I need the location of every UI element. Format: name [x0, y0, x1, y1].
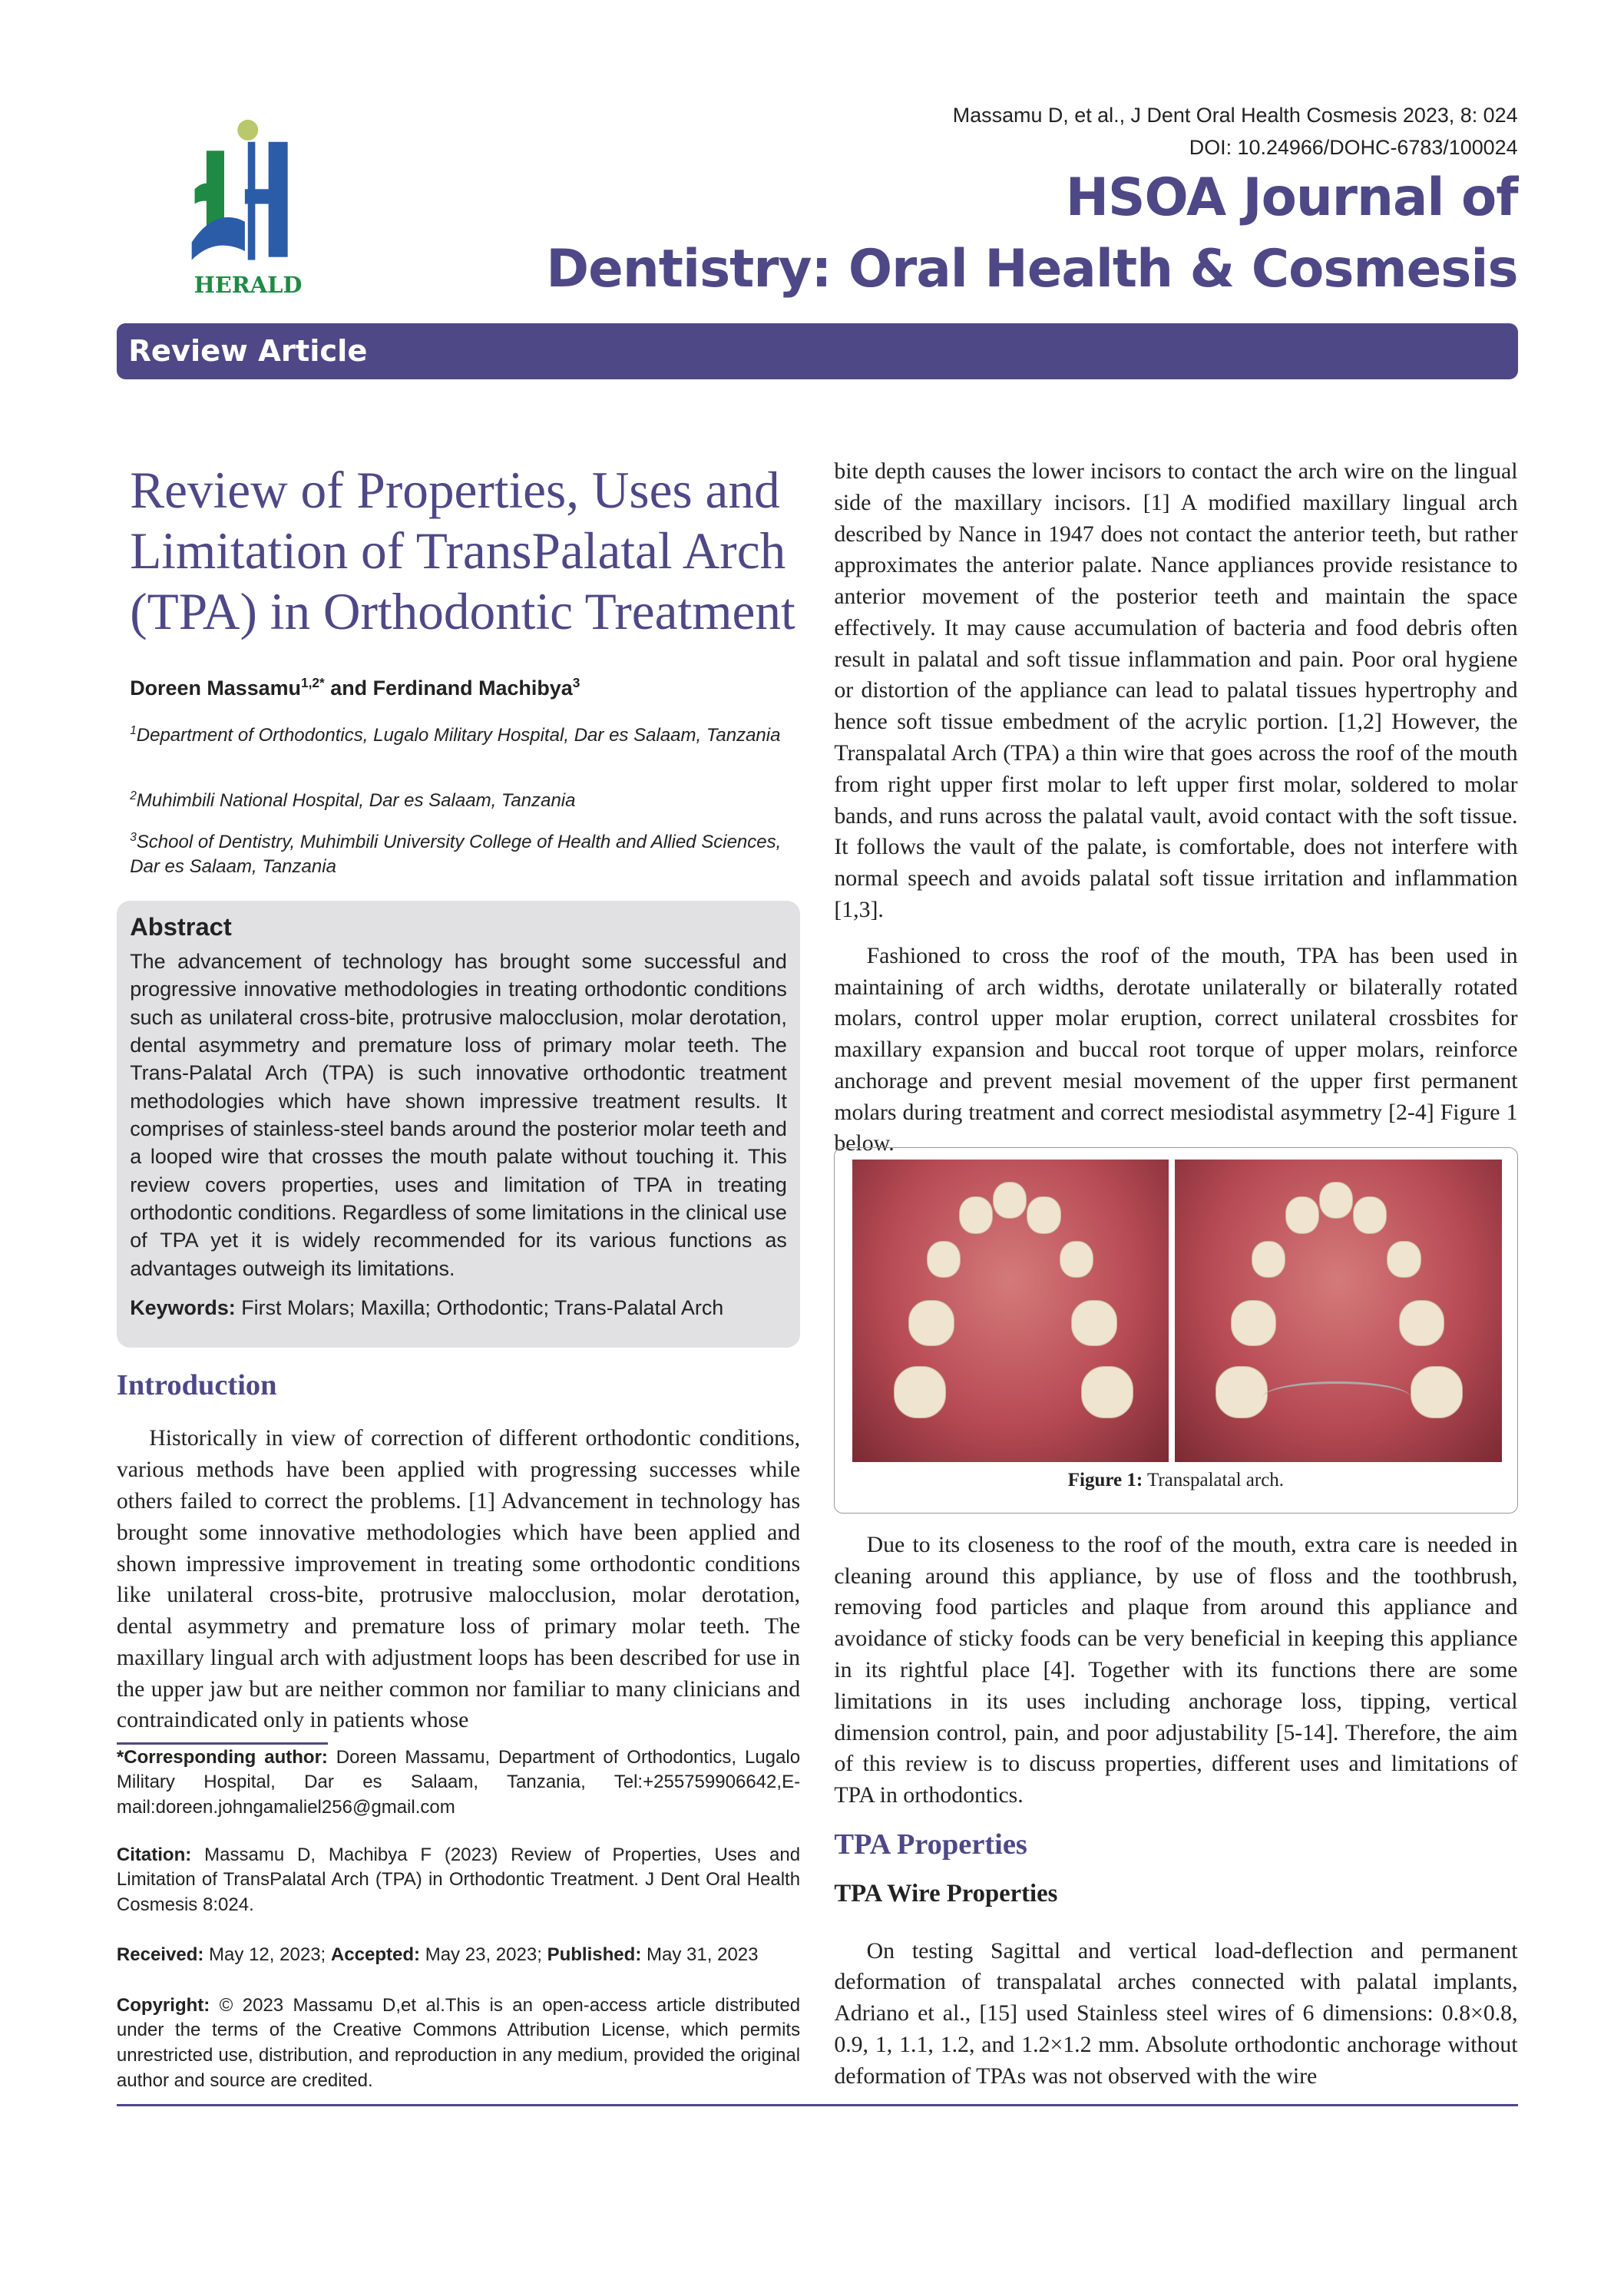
text: May 12, 2023; [203, 1944, 331, 1966]
page-divider [117, 2104, 1518, 2106]
article-type-banner: Review Article [117, 323, 1518, 379]
paragraph: Fashioned to cross the roof of the mouth, TPA has been used in maintaining of arch widths, derotate unilaterally or bilaterally rotated molars, control upper molar eruption, correct unilateral crossbites for maxillary expansion and buccal root torque of upper molars, reinforce anchorage and prevent mesial movement of the upper first permanent molars during treatment and correct mesiodistal asymmetry [2-4] Figure 1 below. [834, 942, 1518, 1156]
text: May 31, 2023 [641, 1944, 759, 1966]
author-1-sup: 1,2* [301, 674, 325, 690]
aff-sup: 1 [130, 724, 137, 738]
affiliation-3 [130, 825, 794, 880]
keywords-label: Keywords: [130, 1296, 236, 1320]
intro-heading: Introduction [116, 1369, 277, 1402]
label: Copyright: [116, 1994, 210, 2016]
corresponding-author [117, 1745, 800, 1821]
abstract-heading: Abstract [130, 912, 232, 941]
citation [117, 1843, 800, 1918]
text: May 23, 2023; [420, 1944, 547, 1966]
affiliation-1 [130, 719, 794, 749]
journal-title-line2: Dentistry: Oral Health & Cosmesis [546, 238, 1518, 299]
herald-logo-icon [186, 118, 310, 266]
doi: DOI: 10.24966/DOHC-6783/100024 [1189, 135, 1518, 159]
right-column-text [834, 456, 1517, 1160]
figure-caption [835, 1470, 1517, 1491]
label: Received: [116, 1944, 204, 1966]
abstract-box [117, 901, 800, 1348]
text: Doreen Massamu, Department of Orthodontics, Lugalo Military Hospital, Dar es Salaam, Tanzania, Tel:+255759906642,E-mail:doreen.johngamaliel256@gmail.com [116, 1746, 801, 1818]
aff-text: Department of Orthodontics, Lugalo Military Hospital, Dar es Salaam, Tanzania [136, 725, 781, 746]
author-2-sup: 3 [572, 674, 580, 690]
paragraph: bite depth causes the lower incisors to contact the arch wire on the lingual side of the maxillary incisors. [1] A modified maxillary lingual arch described by Nance in 1947 does not contact the anterior teeth, but rather approximates the anterior palate. Nance appliances provide resistance to anterior movement of the posterior teeth and maintain the space effectively. It may cause accumulation of bacteria and food debris often result in palatal and soft tissue inflammation and pain. Poor oral hygiene or distortion of the appliance can lead to palatal tissues hypertrophy and hence soft tissue embedment of the acrylic portion. [1,2] However, the Transpalatal Arch (TPA) a thin wire that goes across the roof of the mouth from right upper first molar to left upper first molar, soldered to molar bands, and runs across the palatal vault, avoid contact with the soft tissue. It follows the vault of the palate, is comfortable, does not interfere with normal speech and avoids palatal soft tissue irritation and inflammation [1,3]. [834, 458, 1518, 922]
aff-text: School of Dentistry, Muhimbili University College of Health and Allied Sciences, Dar es Salaam, Tanzania [130, 831, 782, 878]
citation-line: Massamu D, et al., J Dent Oral Health Cosmesis 2023, 8: 024 [952, 103, 1518, 127]
aff-text: Muhimbili National Hospital, Dar es Salaam, Tanzania [136, 789, 576, 811]
author-1: Doreen Massamu [130, 676, 301, 700]
right-column-text-3 [834, 1936, 1517, 2093]
label: Citation: [116, 1844, 192, 1865]
figure-1 [834, 1147, 1517, 1514]
aff-sup: 3 [130, 830, 137, 844]
text: © 2023 Massamu D,et al.This is an open-access article distributed under the terms of the Creative Commons Attribution License, which permits unrestricted use, distribution, and reproduction in any medium, provided the original author and source are credited. [116, 1994, 801, 2091]
journal-title-line1: HSOA Journal of [1065, 167, 1518, 228]
paragraph: Due to its closeness to the roof of the mouth, extra care is needed in cleaning around this appliance, by use of floss and the toothbrush, removing food particles and plaque from around this appliance and avoidance of sticky foods can be very beneficial in keeping this appliance in its rightful place [4]. Together with its functions there are some limitations in its uses including anchorage loss, tipping, vertical dimension control, pain, and poor adjustability [5-14]. Therefore, the aim of this review is to discuss properties, different uses and limitations of TPA in orthodontics. [834, 1531, 1518, 1808]
paragraph: On testing Sagittal and vertical load-deflection and permanent deformation of transpalatal arches connected with palatal implants, Adriano et al., [15] used Stainless steel wires of 6 dimensions: 0.8×0.8, 0.9, 1, 1.1, 1.2, and 1.2×1.2 mm. Absolute orthodontic anchorage without deformation of TPAs was not observed with the wire [834, 1937, 1518, 2089]
label: Published: [547, 1944, 642, 1966]
label: Figure 1: [1067, 1470, 1143, 1491]
affiliation-2 [130, 784, 794, 814]
paragraph: Historically in view of correction of different orthodontic conditions, various methods have been applied with progressing successes while others failed to correct the problems. [1] Advancement in technology has brought some innovative methodologies which have been applied and shown impressive improvement in treating some orthodontic conditions like unilateral cross-bite, protrusive malocclusion, molar derotation, dental asymmetry and premature loss of primary molar teeth. The maxillary lingual arch with adjustment loops has been described for use in the upper jaw but are neither common nor familiar to many clinicians and contraindicated only in patients whose [116, 1425, 801, 1733]
intro-text [117, 1423, 800, 1736]
article-title: Review of Properties, Uses and Limitation of TransPalatal Arch (TPA) in Orthodontic Treatment [130, 461, 795, 640]
figure-photo-left [852, 1160, 1168, 1462]
keywords-text: First Molars; Maxilla; Orthodontic; Trans-Palatal Arch [235, 1296, 724, 1320]
text: Massamu D, Machibya F (2023) Review of Properties, Uses and Limitation of TransPalatal Arch (TPA) in Orthodontic Treatment. J Dent Oral Health Cosmesis 8:024. [116, 1844, 801, 1915]
dates [117, 1943, 800, 1968]
copyright [117, 1993, 800, 2094]
author-2: and Ferdinand Machibya [324, 676, 573, 700]
right-column-text-2 [834, 1530, 1517, 1811]
keywords [130, 1294, 787, 1322]
label: *Corresponding author: [116, 1746, 328, 1768]
label: Accepted: [330, 1944, 421, 1966]
footnote-divider [117, 1742, 328, 1745]
text: Transpalatal arch. [1143, 1470, 1285, 1491]
tpa-properties-heading: TPA Properties [834, 1828, 1027, 1861]
aff-sup: 2 [130, 789, 137, 802]
logo-text: HERALD [193, 272, 303, 299]
figure-photo-right [1175, 1160, 1503, 1462]
abstract-text: The advancement of technology has brought some successful and progressive innovative methodologies in treating orthodontic conditions such as unilateral cross-bite, protrusive malocclusion, molar derotation, dental asymmetry and premature loss of primary molar teeth. The Trans-Palatal Arch (TPA) is such innovative orthodontic treatment methodologies which have shown impressive treatment results. It comprises of stainless-steel bands around the posterior molar teeth and a looped wire that crosses the mouth palate without touching it. This review covers properties, uses and limitation of TPA in treating orthodontic conditions. Regardless of some limitations in the clinical use of TPA yet it is widely recommended for its various functions as advantages outweigh its limitations. [130, 949, 787, 1280]
tpa-wire-heading: TPA Wire Properties [834, 1879, 1058, 1907]
herald-logo [186, 118, 310, 299]
authors [130, 675, 580, 700]
